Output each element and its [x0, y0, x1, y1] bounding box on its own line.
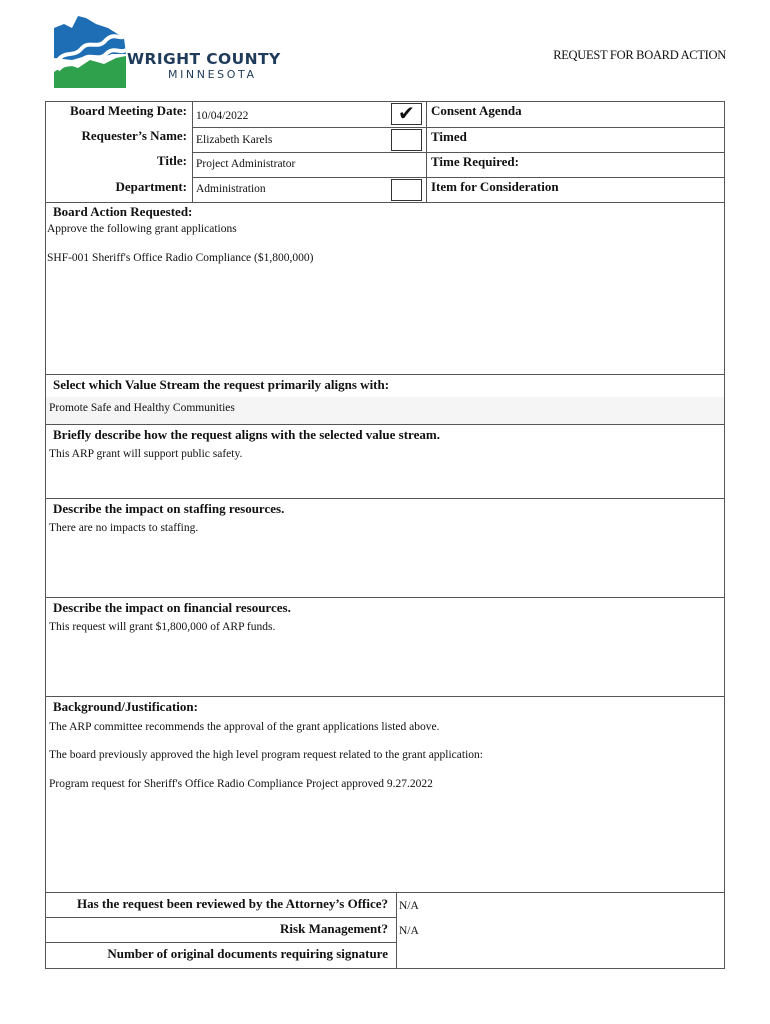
- background-line[interactable]: The board previously approved the high level program request related to the grant application:: [49, 749, 483, 761]
- section-divider: [45, 424, 725, 425]
- staffing-heading: Describe the impact on staffing resources.: [53, 501, 285, 516]
- value-stream-field[interactable]: Promote Safe and Healthy Communities: [49, 402, 235, 414]
- footer-divider: [45, 942, 397, 943]
- align-heading: Briefly describe how the request aligns with the selected value stream.: [53, 427, 440, 442]
- check-icon: ✔: [398, 101, 415, 125]
- logo-green-shape: [54, 56, 126, 88]
- financial-heading: Describe the impact on financial resources.: [53, 600, 291, 615]
- row-divider: [192, 177, 725, 178]
- section-divider: [45, 374, 725, 375]
- requester-label: Requester’s Name:: [81, 128, 187, 143]
- value-stream-heading: Select which Value Stream the request primarily aligns with:: [53, 377, 390, 392]
- row-divider: [192, 152, 725, 153]
- form-bottom-border: [45, 968, 725, 969]
- staffing-text[interactable]: There are no impacts to staffing.: [49, 522, 199, 534]
- consideration-label: Item for Consideration: [431, 179, 559, 194]
- align-text[interactable]: This ARP grant will support public safety.: [49, 448, 243, 460]
- original-docs-label: Number of original documents requiring signature: [107, 946, 388, 961]
- department-label: Department:: [115, 179, 187, 194]
- org-state: MINNESOTA: [168, 68, 257, 81]
- timed-label: Timed: [431, 129, 467, 144]
- action-heading: Board Action Requested:: [53, 204, 193, 219]
- footer-column-divider: [396, 892, 397, 969]
- row-divider: [45, 202, 725, 203]
- department-field[interactable]: Administration: [196, 183, 266, 195]
- form-left-border: [45, 101, 46, 969]
- form-right-border: [724, 101, 725, 969]
- background-line[interactable]: Program request for Sheriff's Office Radio Compliance Project approved 9.27.2022: [49, 778, 433, 790]
- footer-divider: [45, 917, 397, 918]
- risk-management-field[interactable]: N/A: [399, 925, 419, 937]
- action-line[interactable]: Approve the following grant applications: [47, 223, 237, 235]
- consent-agenda-label: Consent Agenda: [431, 103, 522, 118]
- financial-text[interactable]: This request will grant $1,800,000 of ARP funds.: [49, 621, 276, 633]
- action-line[interactable]: SHF-001 Sheriff's Office Radio Compliance ($1,800,000): [47, 252, 314, 264]
- consideration-checkbox[interactable]: [391, 179, 422, 201]
- section-divider: [45, 892, 725, 893]
- background-line[interactable]: The ARP committee recommends the approval of the grant applications listed above.: [49, 721, 440, 733]
- consent-agenda-checkbox[interactable]: [391, 103, 422, 125]
- section-divider: [45, 597, 725, 598]
- requester-field[interactable]: Elizabeth Karels: [196, 134, 273, 146]
- attorney-review-field[interactable]: N/A: [399, 900, 419, 912]
- wright-county-logo: [52, 14, 132, 88]
- document-title: REQUEST FOR BOARD ACTION: [553, 48, 726, 62]
- section-divider: [45, 498, 725, 499]
- org-name: WRIGHT COUNTY: [127, 50, 281, 68]
- meeting-date-label: Board Meeting Date:: [70, 103, 187, 118]
- row-divider: [192, 127, 725, 128]
- background-heading: Background/Justification:: [53, 699, 198, 714]
- meeting-date-field[interactable]: 10/04/2022: [196, 110, 249, 122]
- title-field[interactable]: Project Administrator: [196, 158, 296, 170]
- risk-management-label: Risk Management?: [280, 921, 388, 936]
- title-label: Title:: [156, 153, 187, 168]
- attorney-review-label: Has the request been reviewed by the Attorney’s Office?: [77, 896, 388, 911]
- timed-checkbox[interactable]: [391, 129, 422, 151]
- form-top-border: [45, 101, 725, 102]
- section-divider: [45, 696, 725, 697]
- time-required-label: Time Required:: [431, 154, 519, 169]
